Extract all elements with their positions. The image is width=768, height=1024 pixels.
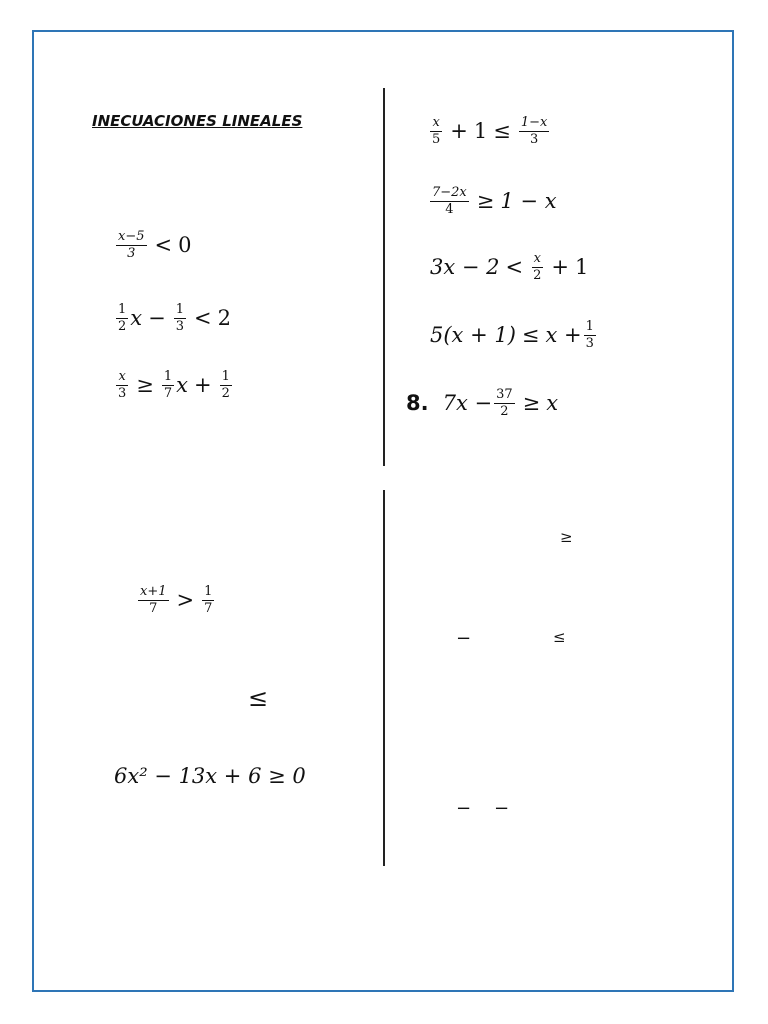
inequality-3: $\frac{x}{3}$ ≥ $\frac{1}{7}$ x + $\frac{1}{2}$: [118, 369, 230, 401]
inequality-4: $\frac{x}{5}$ + 1 ≤ $\frac{1-x}{3}$: [432, 115, 548, 147]
orphan-symbol-minus-2: −: [456, 798, 472, 819]
item-number: 8.: [406, 391, 429, 416]
orphan-symbol-leq-2: ≤: [553, 628, 566, 646]
inequality-7: 5(x + 1) ≤ x + $\frac{1}{3}$: [430, 319, 594, 351]
page-title: INECUACIONES LINEALES: [92, 112, 303, 130]
inequality-1: $\frac{x-5}{3}$ < 0: [118, 229, 192, 261]
inequality-6: 3x − 2 < $\frac{x}{2}$ + 1: [430, 251, 589, 283]
column-divider-bottom: [383, 490, 385, 866]
inequality-9: $\frac{x+1}{7}$ > $\frac{1}{7}$: [140, 584, 213, 616]
column-divider-top: [383, 88, 385, 466]
inequality-5: $\frac{7-2x}{4}$ ≥ 1 − x: [432, 185, 557, 217]
orphan-symbol-geq: ≥: [560, 528, 573, 546]
inequality-8: 8. 7x − $\frac{37}{2}$ ≥ x: [406, 387, 559, 419]
orphan-symbol-minus-3: −: [494, 798, 510, 819]
inequality-10: 6x² − 13x + 6 ≥ 0: [114, 764, 306, 788]
inequality-2: $\frac{1}{2}$ x − $\frac{1}{3}$ < 2: [118, 302, 231, 334]
orphan-symbol-leq: ≤: [248, 684, 269, 712]
orphan-symbol-minus-1: −: [456, 628, 472, 649]
